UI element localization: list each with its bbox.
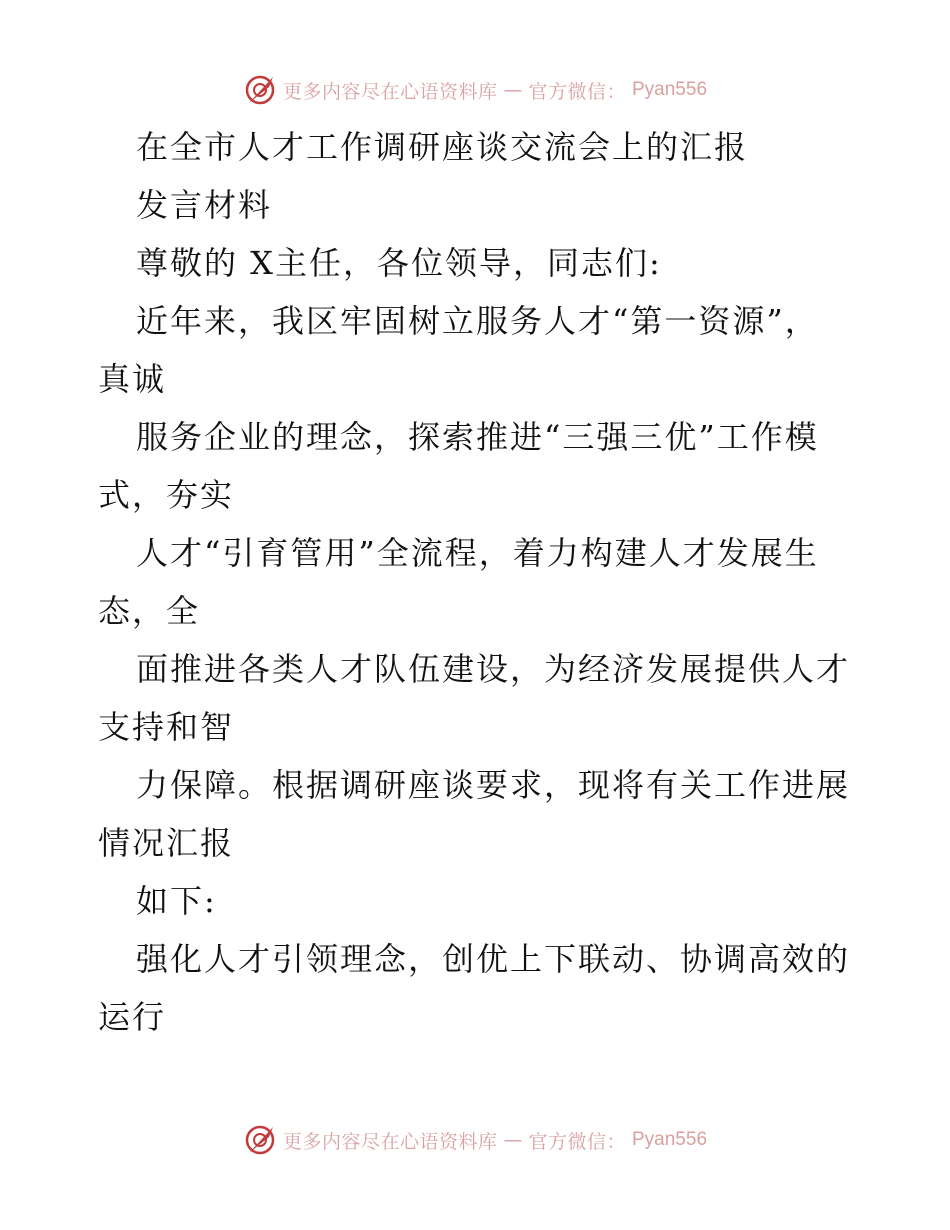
watermark-dash: — bbox=[503, 79, 523, 101]
footer-watermark bbox=[0, 1118, 950, 1162]
paragraph-line: 力保障。根据调研座谈要求，现将有关工作进展 bbox=[136, 766, 851, 804]
paragraph-line: 近年来，我区牢固树立服务人才“第一资源”， bbox=[136, 302, 819, 340]
paragraph-line: 真诚 bbox=[98, 360, 167, 398]
paragraph-line: 强化人才引领理念，创优上下联动、协调高效的 bbox=[136, 940, 851, 978]
paragraph-line: 服务企业的理念，探索推进“三强三优”工作模 bbox=[136, 418, 819, 456]
header-watermark bbox=[0, 68, 950, 112]
document-body bbox=[98, 118, 858, 1046]
watermark-dash: — bbox=[503, 1129, 523, 1151]
title-line-2: 发言材料 bbox=[136, 186, 273, 224]
paragraph-line: 态，全 bbox=[98, 592, 201, 630]
title-line-1: 在全市人才工作调研座谈交流会上的汇报 bbox=[136, 128, 749, 166]
quill-pen-logo-icon bbox=[243, 73, 277, 107]
watermark-account: Pyan556 bbox=[632, 79, 708, 100]
watermark-prefix: 更多内容尽在心语资料库 bbox=[282, 1130, 498, 1153]
paragraph-line: 人才“引育管用”全流程，着力构建人才发展生 bbox=[136, 534, 819, 572]
paragraph-line: 如下: bbox=[136, 882, 217, 920]
quill-pen-logo-icon bbox=[243, 1123, 277, 1157]
paragraph-line: 式，夯实 bbox=[98, 476, 235, 514]
watermark-label: 官方微信： bbox=[528, 80, 626, 103]
paragraph-line: 情况汇报 bbox=[98, 824, 235, 862]
watermark-prefix: 更多内容尽在心语资料库 bbox=[282, 80, 498, 103]
paragraph-line: 面推进各类人才队伍建设，为经济发展提供人才 bbox=[136, 650, 851, 688]
watermark-account: Pyan556 bbox=[632, 1129, 708, 1150]
paragraph-line: 支持和智 bbox=[98, 708, 235, 746]
paragraph-line: 运行 bbox=[98, 998, 167, 1036]
watermark-label: 官方微信： bbox=[528, 1130, 626, 1153]
salutation: 尊敬的 X主任，各位领导，同志们: bbox=[136, 244, 662, 282]
